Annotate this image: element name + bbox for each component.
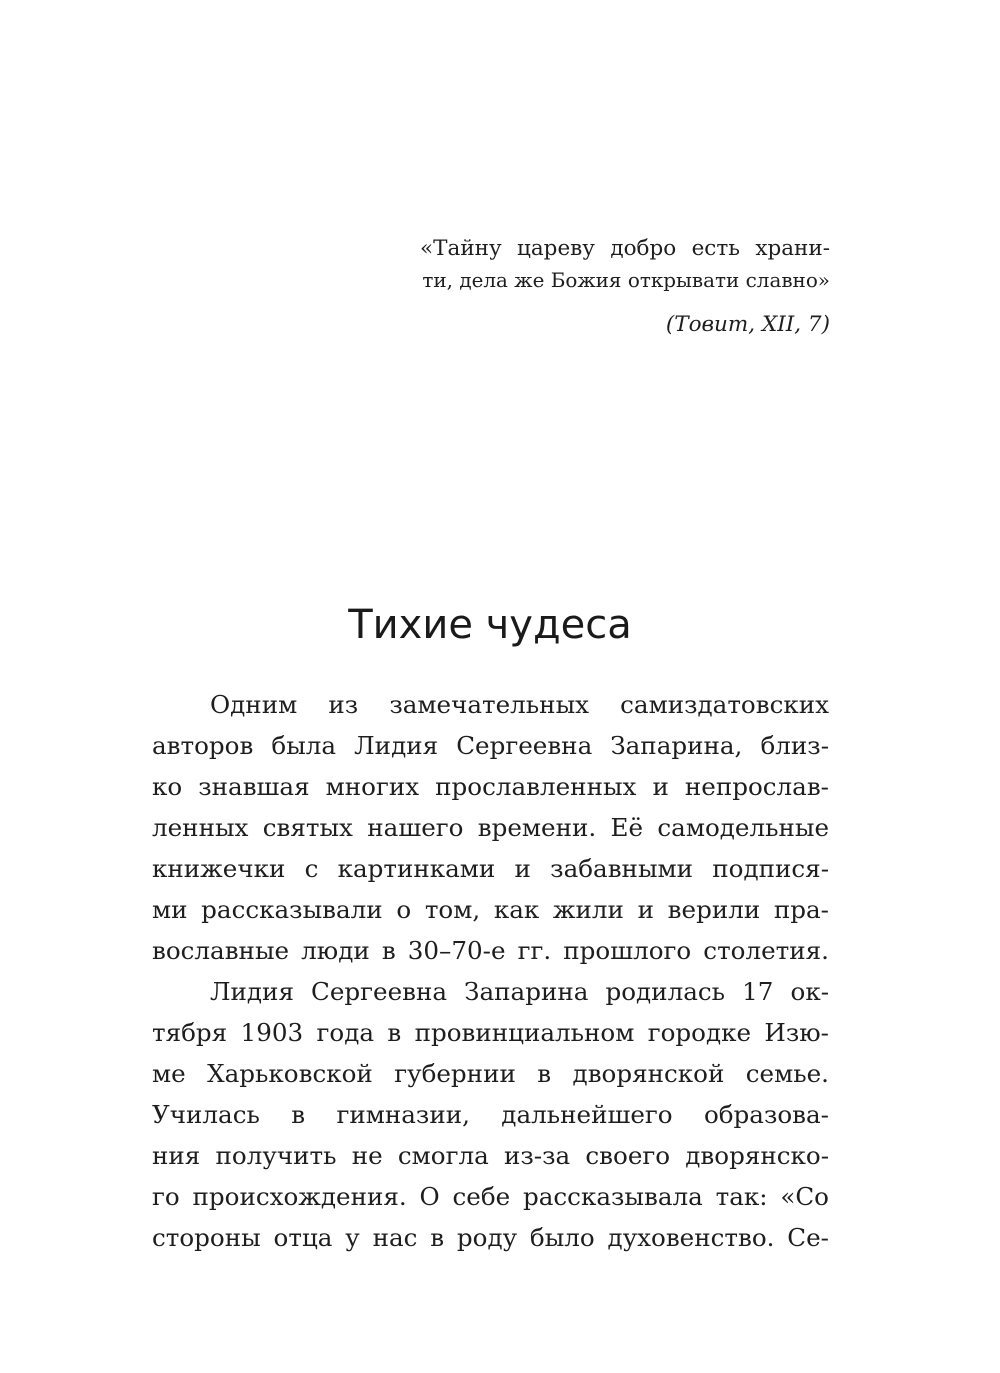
epigraph-line: «Тайну цареву добро есть храни- <box>420 236 830 261</box>
chapter-title: Тихие чудеса <box>348 602 632 648</box>
text-line: ме Харьковской губернии в дворянской семье. <box>152 1059 829 1088</box>
text-line: авторов была Лидия Сергеевна Запарина, близ- <box>152 731 829 760</box>
body-text <box>152 684 829 1258</box>
text-line: Училась в гимназии, дальнейшего образова- <box>152 1100 829 1129</box>
epigraph-source: (Товит, XII, 7) <box>665 312 830 337</box>
text-line: Одним из замечательных самиздатовских <box>210 690 829 719</box>
text-line: стороны отца у нас в роду было духовенство. Се- <box>152 1223 829 1252</box>
text-line: го происхождения. О себе рассказывала так: «Со <box>152 1182 829 1211</box>
text-line: вославные люди в 30–70-е гг. прошлого столетия. <box>152 936 829 965</box>
text-line: тября 1903 года в провинциальном городке Изю- <box>152 1018 829 1047</box>
epigraph-line: ти, дела же Божия открывати славно» <box>422 269 830 292</box>
text-line: ко знавшая многих прославленных и непрослав- <box>152 772 829 801</box>
text-line: ния получить не смогла из-за своего дворянско- <box>152 1141 829 1170</box>
text-line: книжечки с картинками и забавными подпися- <box>152 854 829 883</box>
text-line: Лидия Сергеевна Запарина родилась 17 ок- <box>210 977 829 1006</box>
text-line: ми рассказывали о том, как жили и верили пра- <box>152 895 829 924</box>
text-line: ленных святых нашего времени. Её самодельные <box>152 813 829 842</box>
epigraph <box>420 233 830 341</box>
